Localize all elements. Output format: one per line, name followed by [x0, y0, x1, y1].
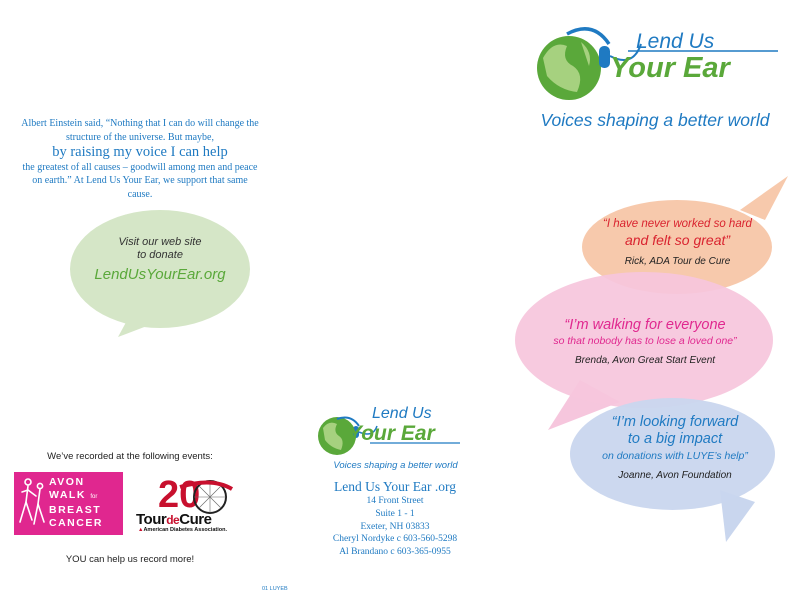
logo-line1: Lend Us: [636, 30, 715, 53]
address-line: 14 Front Street: [366, 496, 424, 506]
address-title: Lend Us Your Ear .org: [334, 479, 456, 494]
website-link[interactable]: LendUsYourEar.org: [94, 266, 226, 283]
tour-word3: Cure: [179, 511, 212, 528]
testimonial-3-author: Joanne, Avon Foundation: [618, 470, 732, 481]
ada-sponsor: [138, 527, 227, 533]
tour-number: 20: [158, 474, 201, 516]
testimonial-1-author: Rick, ADA Tour de Cure: [624, 256, 731, 267]
ada-triangle-icon: ▲: [138, 527, 144, 533]
print-code: 01 LUYEB: [262, 586, 288, 592]
avon-for: for: [90, 494, 98, 500]
address-line: Exeter, NH 03833: [360, 521, 430, 532]
ada-sponsor-text: American Diabetes Association.: [143, 527, 228, 533]
testimonial-2-author: Brenda, Avon Great Start Event: [574, 355, 716, 366]
quote-part2: the greatest of all causes – goodwill among men and peace on earth.” At Lend Us Your Ear, we support that same cause.: [22, 161, 258, 200]
avon-line1: AVON: [49, 476, 85, 488]
record-more-text: YOU can help us record more!: [65, 554, 195, 565]
center-logo-line2: Your Ear: [348, 422, 435, 445]
testimonial-2-line2: so that nobody has to lose a loved one”: [553, 335, 737, 347]
avon-line4: CANCER: [49, 517, 103, 529]
einstein-quote: [20, 117, 260, 201]
avon-runners-icon: [16, 476, 50, 532]
avon-line2: WALK: [49, 489, 86, 501]
address-block: [290, 495, 500, 559]
visit-line1: Visit our web site: [118, 236, 202, 248]
testimonial-1-line2: and felt so great”: [624, 232, 731, 248]
visit-text: [70, 236, 250, 262]
center-logo-line1: Lend Us: [372, 405, 432, 422]
testimonial-2-line1: “I’m walking for everyone: [564, 317, 726, 333]
contact-line: Cheryl Nordyke c 603-560-5298: [332, 534, 458, 545]
center-tagline: Voices shaping a better world: [333, 460, 458, 471]
avon-logo-text: [49, 476, 121, 530]
contact-line: Al Brandano c 603-365-0955: [339, 547, 451, 558]
tour-de-cure-text: [136, 511, 211, 528]
tour-word2: de: [166, 513, 180, 527]
tour-word1: Tour: [136, 511, 167, 528]
quote-part1: Albert Einstein said, “Nothing that I can do will change the structure of the universe. But maybe,: [21, 118, 259, 143]
testimonial-3-line2: on donations with LUYE’s help”: [602, 450, 748, 462]
avon-line3: BREAST: [49, 504, 102, 516]
testimonial-1-line1: “I have never worked so hard: [603, 218, 752, 230]
testimonial-3-line1: “I’m looking forward: [611, 414, 739, 430]
testimonial-3-lines: [575, 414, 775, 448]
logo-underline: [628, 48, 778, 54]
testimonial-3-line1b: to a big impact: [627, 431, 723, 447]
quote-emphasis: by raising my voice I can help: [52, 144, 228, 160]
recorded-heading: We’ve recorded at the following events:: [47, 451, 213, 462]
tagline: Voices shaping a better world: [540, 110, 770, 130]
visit-line2: to donate: [137, 249, 183, 261]
center-logo-underline: [370, 440, 460, 446]
address-line: Suite 1 - 1: [375, 508, 415, 519]
logo-line2: Your Ear: [610, 52, 730, 84]
